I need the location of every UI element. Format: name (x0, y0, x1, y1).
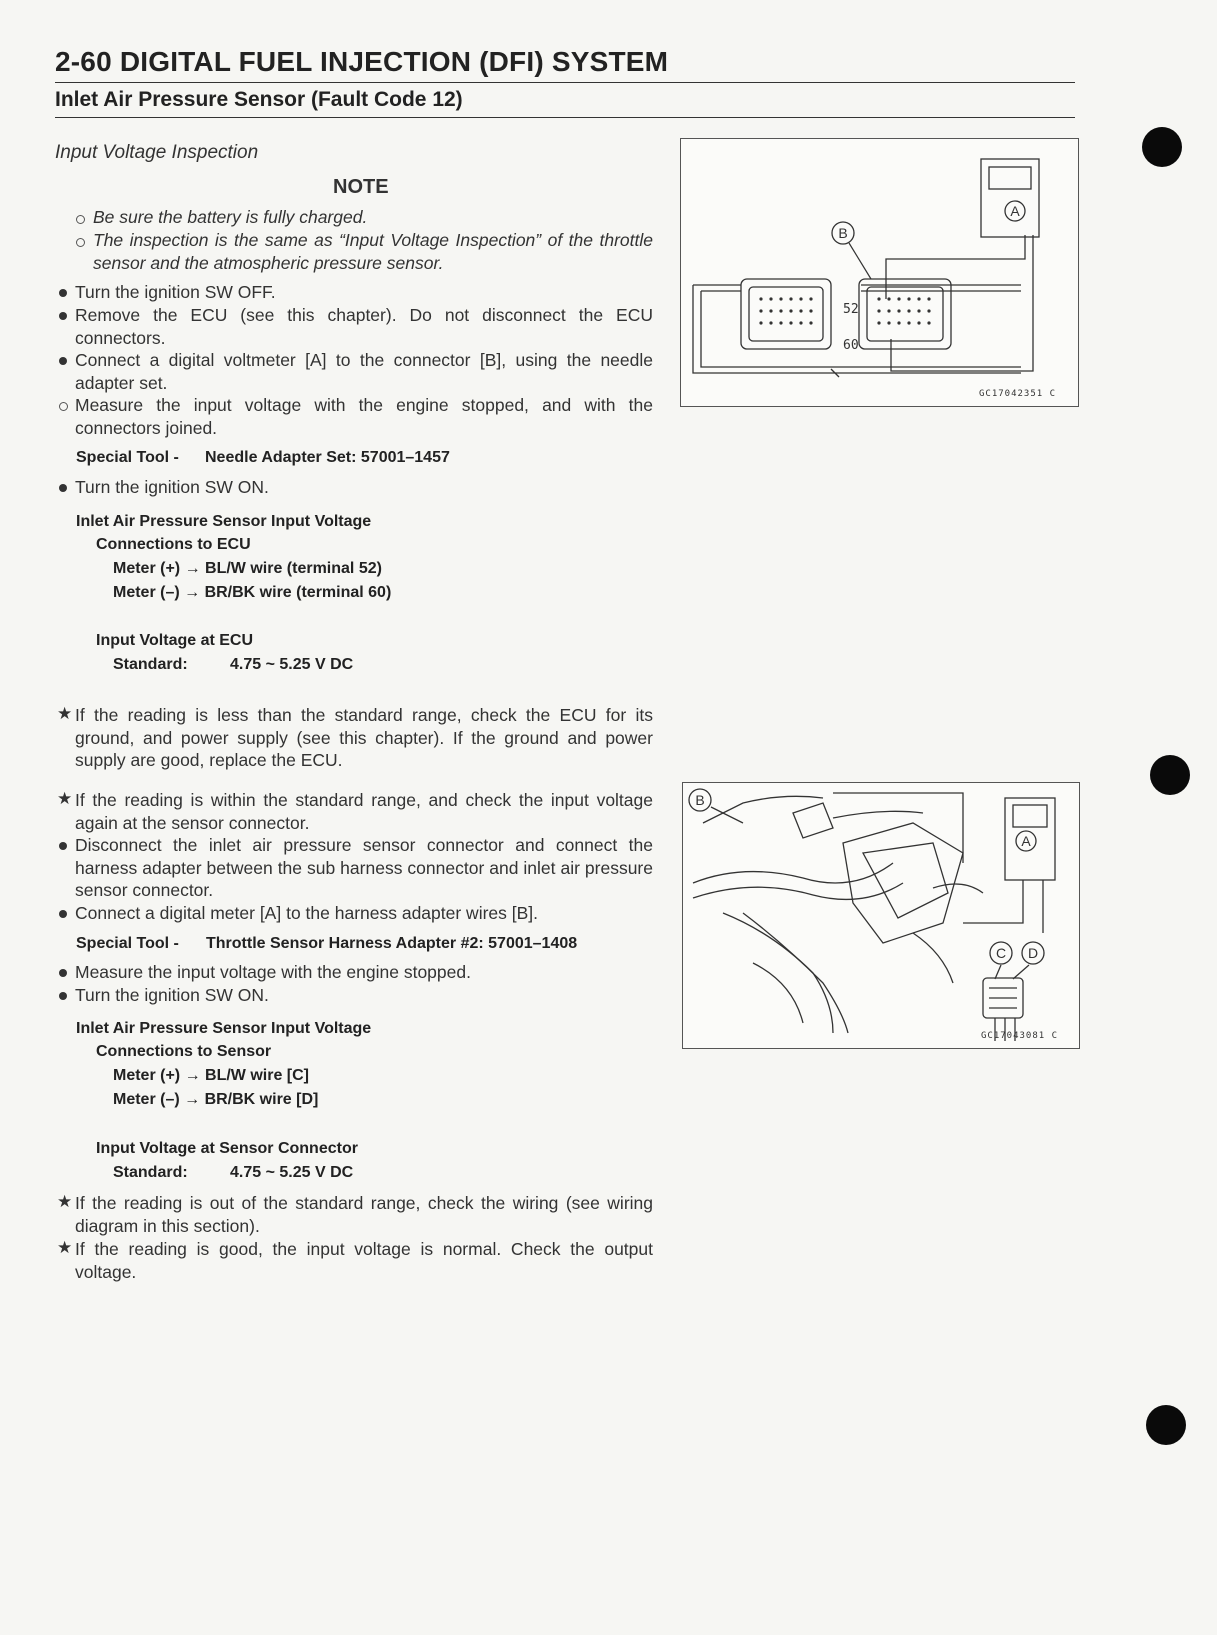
bullet-icon (59, 357, 67, 365)
label-a: A (1010, 203, 1020, 219)
bullet-icon (59, 312, 67, 320)
star-icon: ★ (57, 1238, 73, 1257)
section-title: Input Voltage Inspection (55, 142, 259, 163)
page-title: 2-60 DIGITAL FUEL INJECTION (DFI) SYSTEM (55, 46, 669, 77)
result-item: If the reading is less than the standard range, check the ECU for its ground, and power supply (see this chapter). If the ground and power supply are good, replace the ECU. (75, 705, 653, 770)
spec-meter-minus: Meter (–) → BR/BK wire (terminal 60) (113, 584, 392, 601)
hollow-bullet-icon (76, 238, 85, 247)
step-item: Connect a digital voltmeter [A] to the connector [B], using the needle adapter set. (75, 350, 653, 393)
result-item: If the reading is out of the standard range, check the wiring (see wiring diagram in this section). (75, 1193, 653, 1236)
binder-hole-top (1142, 127, 1182, 167)
label-b: B (838, 225, 848, 241)
star-icon: ★ (57, 789, 73, 808)
terminal-52-label: 52 (843, 302, 859, 317)
spec-title: Inlet Air Pressure Sensor Input Voltage (76, 1020, 372, 1037)
binder-hole-middle (1150, 755, 1190, 795)
ecu-connector-diagram (681, 139, 1078, 406)
special-tool-label: Special Tool - (76, 449, 179, 466)
note-heading: NOTE (333, 176, 389, 198)
special-tool-value: Throttle Sensor Harness Adapter #2: 57001–1408 (206, 935, 578, 952)
spec-meter-minus: Meter (–) → BR/BK wire [D] (113, 1091, 319, 1108)
spec-connections: Connections to Sensor (96, 1043, 272, 1060)
note-item: The inspection is the same as “Input Voltage Inspection” of the throttle sensor and the atmospheric pressure sensor. (93, 230, 653, 273)
spec-meter-plus: Meter (+) → BL/W wire (terminal 52) (113, 560, 382, 577)
step-item: Measure the input voltage with the engine stopped, and with the connectors joined. (75, 395, 653, 438)
special-tool-value: Needle Adapter Set: 57001–1457 (205, 449, 450, 466)
terminal-60-label: 60 (843, 338, 859, 353)
hollow-bullet-icon (59, 402, 68, 411)
spec-standard-value: 4.75 ~ 5.25 V DC (230, 1164, 354, 1181)
bullet-icon (59, 289, 67, 297)
star-icon: ★ (57, 704, 73, 723)
label-b: B (695, 792, 705, 808)
note-item: Be sure the battery is fully charged. (93, 207, 368, 227)
sensor-connector-figure (682, 782, 1080, 1049)
label-d: D (1027, 945, 1039, 961)
star-icon: ★ (57, 1192, 73, 1211)
step-item: Connect a digital meter [A] to the harness adapter wires [B]. (75, 903, 539, 923)
step-item: Remove the ECU (see this chapter). Do not disconnect the ECU connectors. (75, 305, 653, 348)
figure-code: GC17042351 C (979, 389, 1057, 399)
ecu-connector-figure (680, 138, 1079, 407)
spec-voltage-title: Input Voltage at Sensor Connector (96, 1140, 358, 1157)
label-a: A (1021, 833, 1031, 849)
step-item: Disconnect the inlet air pressure sensor connector and connect the harness adapter between the sub harness connector and inlet air pressure sensor connector. (75, 835, 653, 900)
subtitle-rule (55, 117, 1075, 118)
label-c: C (995, 945, 1007, 961)
special-tool-label: Special Tool - (76, 935, 179, 952)
spec-title: Inlet Air Pressure Sensor Input Voltage (76, 513, 372, 530)
header-rule (55, 82, 1075, 83)
spec-connections: Connections to ECU (96, 536, 251, 553)
hollow-bullet-icon (76, 215, 85, 224)
sensor-connector-diagram (683, 783, 1079, 1048)
bullet-icon (59, 484, 67, 492)
result-item: If the reading is good, the input voltage is normal. Check the output voltage. (75, 1239, 653, 1282)
step-item: Turn the ignition SW ON. (75, 477, 269, 497)
spec-standard-value: 4.75 ~ 5.25 V DC (230, 656, 354, 673)
step-item: Turn the ignition SW OFF. (75, 282, 276, 302)
spec-standard-label: Standard: (113, 656, 188, 673)
result-item: If the reading is within the standard range, and check the input voltage again at the sensor connector. (75, 790, 653, 833)
step-item: Measure the input voltage with the engine stopped. (75, 962, 471, 982)
bullet-icon (59, 842, 67, 850)
bullet-icon (59, 969, 67, 977)
step-item: Turn the ignition SW ON. (75, 985, 269, 1005)
bullet-icon (59, 910, 67, 918)
spec-meter-plus: Meter (+) → BL/W wire [C] (113, 1067, 310, 1084)
figure-code: GC17043081 C (981, 1031, 1059, 1041)
page-subtitle: Inlet Air Pressure Sensor (Fault Code 12) (55, 88, 463, 111)
spec-voltage-title: Input Voltage at ECU (96, 632, 254, 649)
binder-hole-bottom (1146, 1405, 1186, 1445)
bullet-icon (59, 992, 67, 1000)
spec-standard-label: Standard: (113, 1164, 188, 1181)
